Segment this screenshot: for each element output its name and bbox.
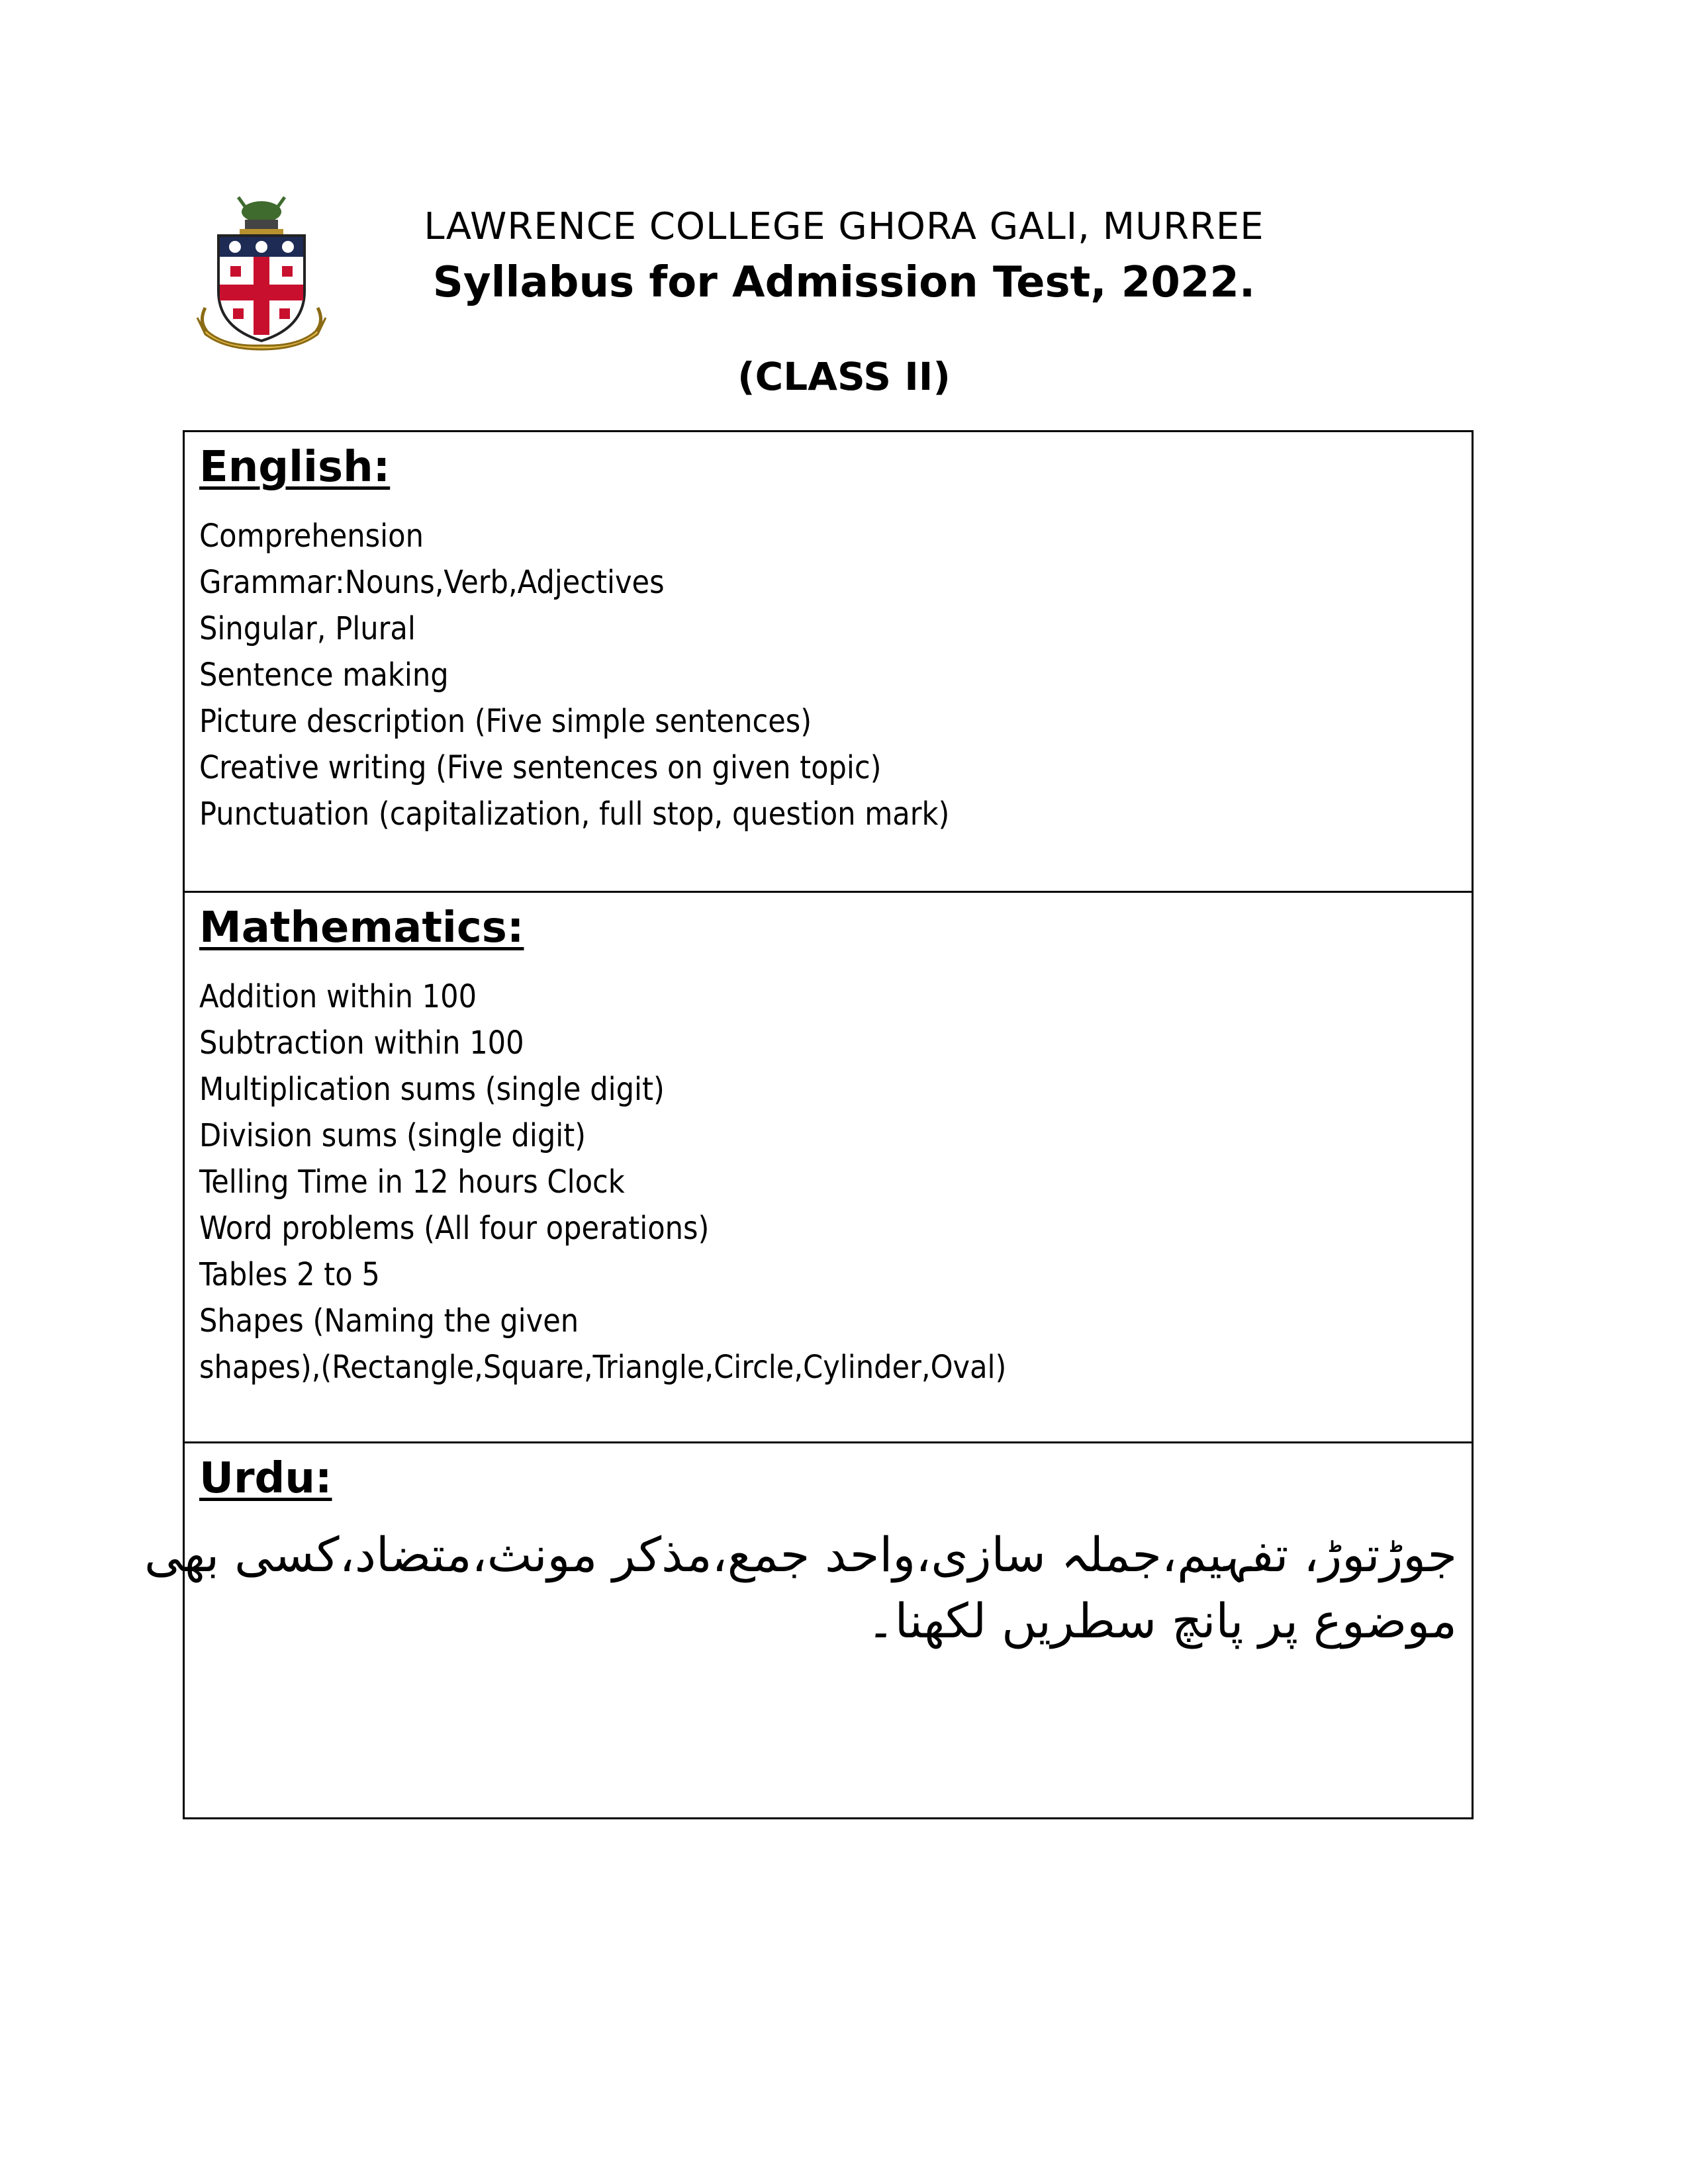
mathematics-topic-list <box>199 974 1457 1390</box>
list-item: Comprehension <box>199 518 424 555</box>
urdu-line: جوڑتوڑ، تفہیم،جملہ سازی،واحد جمع،مذکر مونث،متضاد،کسی بھی <box>144 1527 1457 1582</box>
list-item: Creative writing (Five sentences on given topic) <box>199 749 882 786</box>
list-item: Singular, Plural <box>199 610 416 647</box>
list-item: Sentence making <box>199 657 449 694</box>
list-item: Tables 2 to 5 <box>199 1256 380 1293</box>
english-heading: English: <box>199 443 391 492</box>
english-topic-list <box>199 513 1457 837</box>
list-item: Multiplication sums (single digit) <box>199 1071 665 1108</box>
list-item: Word problems (All four operations) <box>199 1210 710 1247</box>
list-item: Picture description (Five simple sentences) <box>199 703 812 740</box>
list-item: Grammar:Nouns,Verb,Adjectives <box>199 564 665 601</box>
urdu-heading: Urdu: <box>199 1454 332 1503</box>
list-item: shapes),(Rectangle,Square,Triangle,Circle,Cylinder,Oval) <box>199 1349 1007 1386</box>
urdu-line: موضوع پر پانچ سطریں لکھنا۔ <box>867 1593 1457 1649</box>
list-item: Telling Time in 12 hours Clock <box>199 1163 625 1201</box>
syllabus-title: Syllabus for Admission Test, 2022. <box>432 258 1256 307</box>
mathematics-section <box>185 893 1472 1443</box>
urdu-topic-text <box>144 1522 1457 1654</box>
syllabus-table <box>144 430 1474 1819</box>
college-name: LAWRENCE COLLEGE GHORA GALI, MURREE <box>424 205 1264 248</box>
list-item: Addition within 100 <box>199 978 477 1015</box>
urdu-section <box>144 1443 1472 1817</box>
list-item: Shapes (Naming the given <box>199 1302 579 1340</box>
list-item: Division sums (single digit) <box>199 1117 586 1154</box>
english-section <box>185 432 1472 893</box>
mathematics-heading: Mathematics: <box>199 903 524 952</box>
class-label: (CLASS II) <box>737 354 951 399</box>
list-item: Punctuation (capitalization, full stop, question mark) <box>199 796 950 833</box>
list-item: Subtraction within 100 <box>199 1024 524 1062</box>
